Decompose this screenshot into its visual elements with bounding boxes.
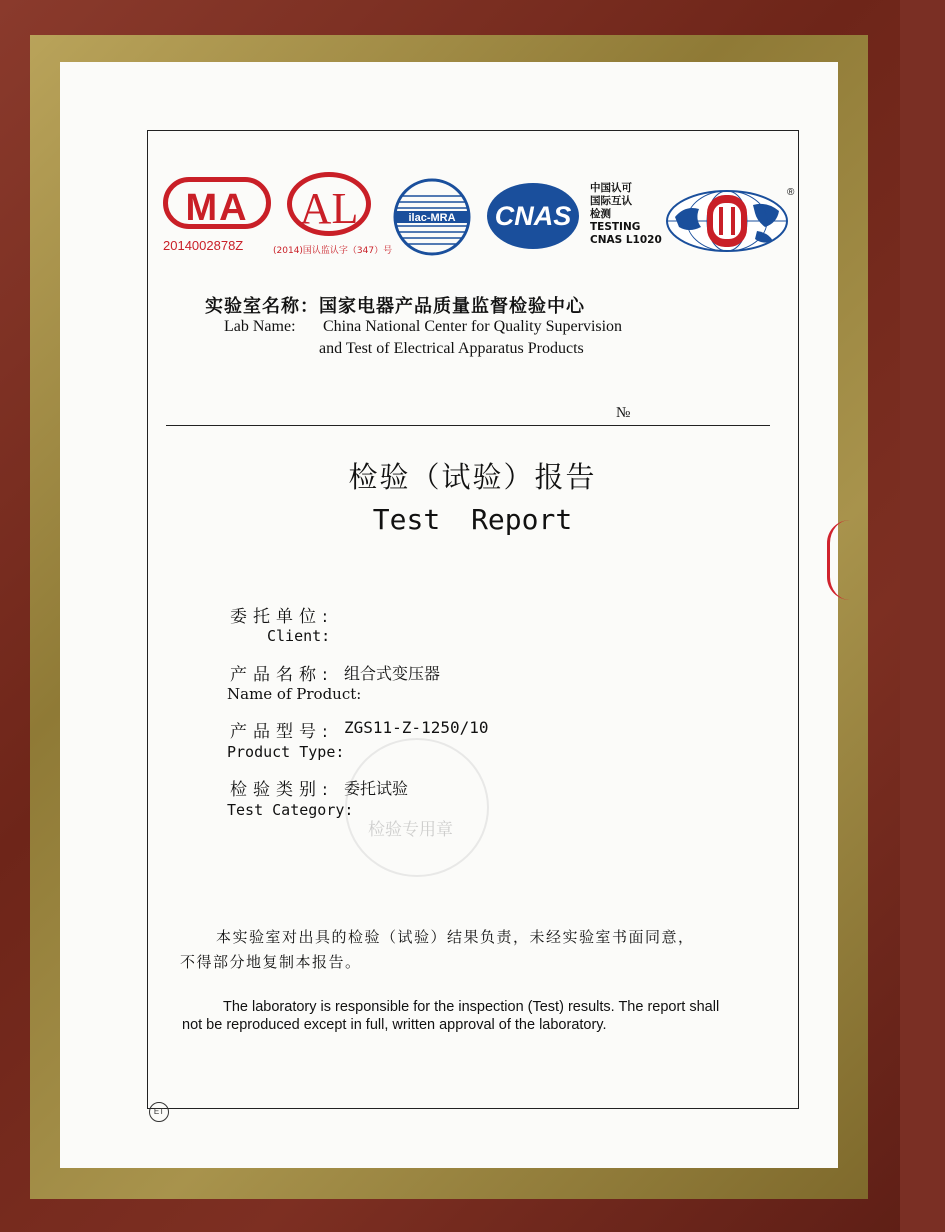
- registered-mark: ®: [787, 187, 795, 198]
- cnas-text: CNAS: [494, 201, 572, 231]
- cal-text: AL: [299, 184, 359, 233]
- notice-cn-line-1: 本实验室对出具的检验（试验）结果负责，未经实验室书面同意，: [216, 928, 695, 946]
- cal-number: (2014)国认监认字（347）号: [273, 246, 393, 256]
- cnas-side-line: 检测: [590, 208, 611, 220]
- report-number-mark: №: [616, 405, 631, 421]
- test-category-value: 委托试验: [344, 779, 409, 798]
- product-type-value: ZGS11-Z-1250/10: [344, 718, 489, 737]
- cnas-side-line: CNAS L1020: [590, 234, 662, 246]
- cma-text: MA: [185, 187, 249, 229]
- globe-logo-icon: [665, 183, 793, 253]
- cma-logo-icon: [163, 177, 271, 229]
- product-type-label-en: Product Type:: [227, 743, 345, 761]
- notice-en-line-1: The laboratory is responsible for the inspection (Test) results. The report shall: [223, 999, 720, 1015]
- stamp-text: 检验专用章: [368, 820, 453, 840]
- et-mark-icon: ET: [149, 1102, 169, 1122]
- ilac-mra-logo-icon: [392, 178, 472, 256]
- header-divider: [166, 425, 770, 426]
- cnas-side-text: [590, 182, 662, 247]
- report-title-en: Test Report: [372, 503, 573, 536]
- product-type-label-cn: 产品型号:: [230, 722, 334, 742]
- cnas-side-line: 中国认可: [590, 182, 632, 194]
- cnas-logo-icon: [487, 183, 579, 249]
- cal-logo-icon: [287, 172, 371, 236]
- lab-name-cn: 实验室名称：国家电器产品质量监督检验中心: [205, 296, 585, 317]
- lab-name-en-line-1: China National Center for Quality Supervision: [323, 318, 623, 335]
- ilac-text: ilac-MRA: [408, 212, 456, 224]
- report-title-cn: 检验（试验）报告: [348, 460, 597, 494]
- lab-name-label-en: Lab Name:: [224, 318, 296, 335]
- client-label-cn: 委托单位:: [230, 607, 334, 627]
- product-name-label-en: Name of Product:: [227, 685, 362, 703]
- product-name-value: 组合式变压器: [344, 664, 441, 683]
- cnas-side-line: TESTING: [590, 221, 641, 233]
- test-category-label-cn: 检验类别:: [230, 780, 334, 800]
- notice-en-line-2: not be reproduced except in full, written approval of the laboratory.: [182, 1017, 607, 1033]
- cnas-side-line: 国际互认: [590, 195, 632, 207]
- client-label-en: Client:: [267, 627, 331, 645]
- product-name-label-cn: 产品名称:: [230, 665, 334, 685]
- notice-cn-line-2: 不得部分地复制本报告。: [180, 953, 362, 971]
- lab-name-en-line-2: and Test of Electrical Apparatus Products: [319, 340, 584, 357]
- inspection-stamp: [345, 738, 489, 877]
- test-category-label-en: Test Category:: [227, 801, 354, 819]
- cma-number: 2014002878Z: [163, 238, 244, 253]
